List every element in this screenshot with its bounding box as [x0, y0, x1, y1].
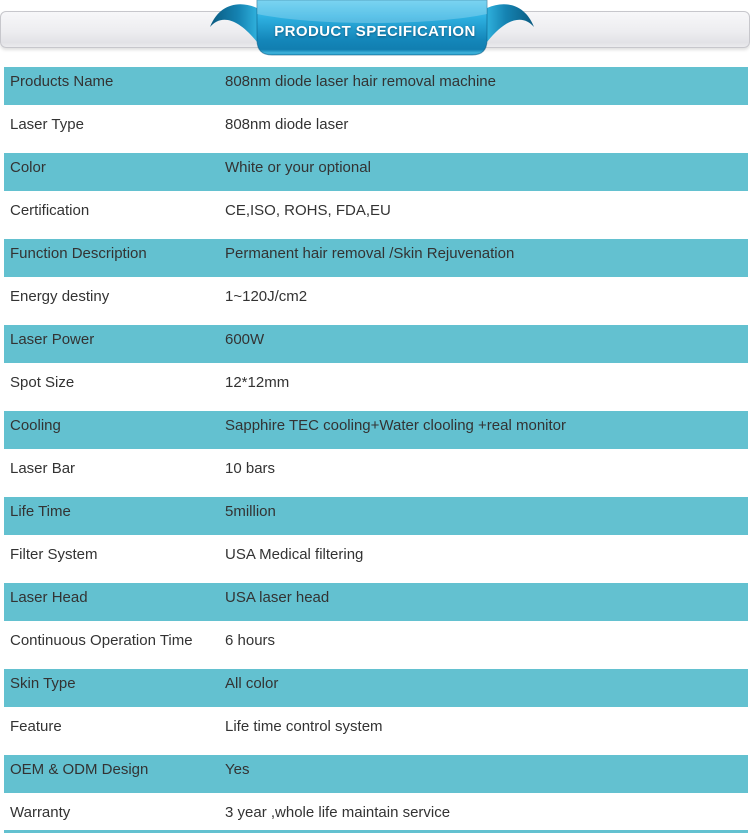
row-label: Filter System	[10, 546, 98, 563]
table-row	[4, 320, 748, 363]
row-value: 12*12mm	[225, 374, 290, 391]
row-value: Permanent hair removal /Skin Rejuvenation	[225, 245, 515, 262]
row-value: 1~120J/cm2	[225, 288, 308, 305]
table-row	[4, 578, 748, 621]
row-value: Sapphire TEC cooling+Water clooling +real monitor	[225, 417, 567, 434]
row-value: 808nm diode laser	[225, 116, 349, 133]
row-label: Warranty	[10, 804, 71, 821]
row-value: 10 bars	[225, 460, 276, 477]
row-value: 600W	[225, 331, 265, 348]
row-label: Feature	[10, 718, 62, 735]
table-row	[4, 234, 748, 277]
row-value: Yes	[225, 761, 250, 778]
row-value: 5million	[225, 503, 276, 520]
table-row	[4, 707, 748, 750]
row-label: Continuous Operation Time	[10, 632, 193, 649]
row-label: Cooling	[10, 417, 61, 434]
table-row	[4, 105, 748, 148]
row-label: Laser Head	[10, 589, 88, 606]
row-label: Laser Type	[10, 116, 84, 133]
row-value: 6 hours	[225, 632, 276, 649]
table-row	[4, 535, 748, 578]
row-label: Spot Size	[10, 374, 75, 391]
table-row	[4, 449, 748, 492]
spec-table	[0, 62, 750, 836]
row-value: 808nm diode laser hair removal machine	[225, 73, 496, 90]
row-value: 3 year ,whole life maintain service	[225, 804, 451, 821]
row-label: Laser Bar	[10, 460, 76, 477]
row-value: All color	[225, 675, 279, 692]
table-row	[4, 277, 748, 320]
table-row	[4, 148, 748, 191]
row-label: Energy destiny	[10, 288, 110, 305]
table-row	[4, 750, 748, 793]
table-row	[4, 62, 748, 105]
row-label: Life Time	[10, 503, 71, 520]
row-value: CE,ISO, ROHS, FDA,EU	[225, 202, 391, 219]
table-row	[4, 621, 748, 664]
banner	[0, 0, 750, 62]
row-label: OEM & ODM Design	[10, 761, 149, 778]
row-label: Skin Type	[10, 675, 76, 692]
table-row	[4, 492, 748, 535]
table-row	[4, 406, 748, 449]
row-label: Laser Power	[10, 331, 95, 348]
row-value: Life time control system	[225, 718, 383, 735]
row-label: Products Name	[10, 73, 114, 90]
table-row	[4, 363, 748, 406]
table-row	[4, 191, 748, 234]
row-value: White or your optional	[225, 159, 371, 176]
row-value: USA Medical filtering	[225, 546, 364, 563]
row-label: Certification	[10, 202, 90, 219]
row-label: Function Description	[10, 245, 147, 262]
row-label: Color	[10, 159, 46, 176]
table-row	[4, 664, 748, 707]
row-value: USA laser head	[225, 589, 330, 606]
banner-title: PRODUCT SPECIFICATION	[274, 23, 476, 40]
